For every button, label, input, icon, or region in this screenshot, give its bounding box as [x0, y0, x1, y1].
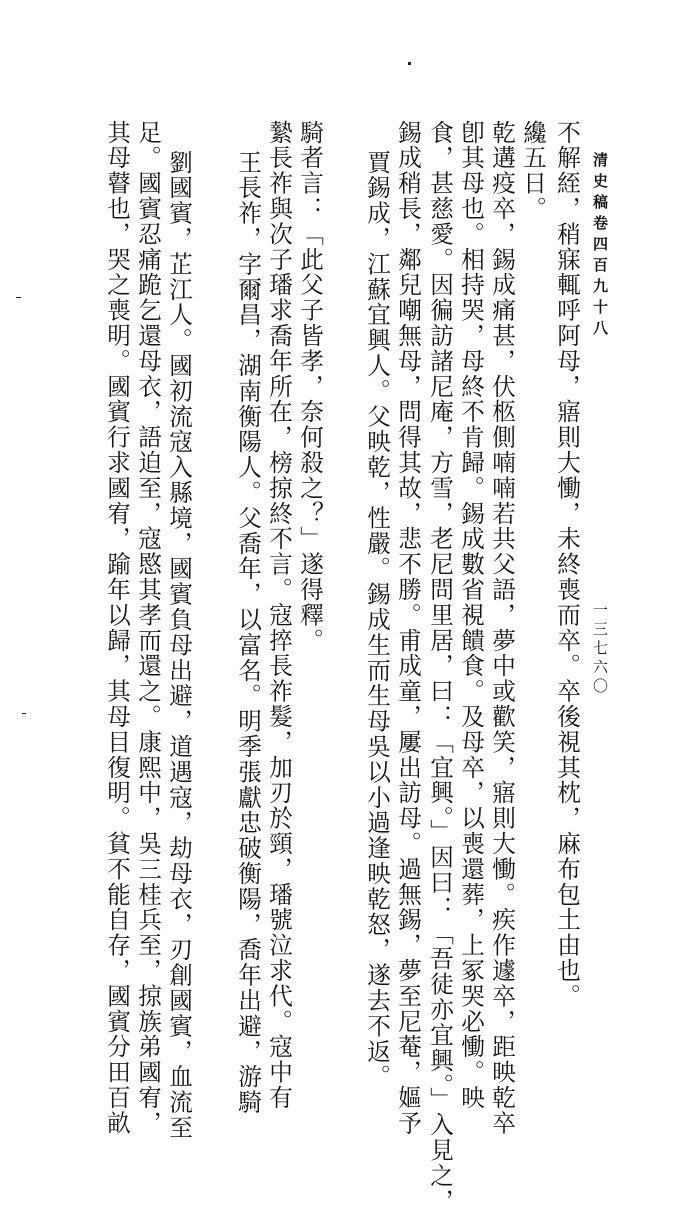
- text-column-3: 乾遘疫卒，錫成痛甚，伏柩側喃喃若共父語，夢中或歡笑，寤則大慟。疾作遽卒，距映乾卒: [488, 120, 516, 1136]
- text-column-11: 劉國賓，芷江人。國初流寇入縣境，國賓負母出避，道遇寇，劫母衣，刃創國賓，血流至: [165, 150, 193, 1141]
- text-column-10: 王長祚，字爾昌，湖南衡陽人。父喬年，以富名。明季張獻忠破衡陽，喬年出避，游騎: [234, 150, 262, 1116]
- text-column-4: 卽其母也。相持哭，母終不肯歸。錫成數省視饋食。及母卒，以喪還葬，上冢哭必慟。映: [457, 120, 485, 1111]
- text-column-8: 騎者言：「此父子皆孝，奈何殺之？」遂得釋。: [296, 120, 324, 654]
- text-column-13: 其母瞽也，哭之喪明。國賓行求國宥，踰年以歸，其母目復明。貧不能自存，國賓分田百畝: [103, 120, 131, 1136]
- text-column-12: 足。國賓忍痛跪乞還母衣，語迫至，寇愍其孝而還之。康熙中，吳三桂兵至，掠族弟國宥，: [134, 120, 162, 1136]
- text-column-2: 纔五日。: [519, 120, 547, 222]
- running-title: 清史稿卷四百九十八: [591, 152, 609, 341]
- text-column-5: 食，甚慈愛。因徧訪諸尼庵，方雪，老尼問里居，曰：「宜興。」因曰：「吾徒亦宜興。」入見之，: [426, 120, 454, 1214]
- page-number: 一三七六〇: [591, 602, 609, 697]
- scan-speck: [16, 297, 21, 298]
- text-column-7: 賈錫成，江蘇宜興人。父映乾，性嚴。錫成生而生母吳以小過逢映乾怒，遂去不返。: [363, 150, 391, 1090]
- text-column-6: 錫成稍長，鄰兒嘲無母，問得其故，悲不勝。甫成童，屢出訪母。過無錫，夢至尼菴，嫗予: [394, 120, 422, 1136]
- text-column-9: 縶長祚與次子璠求喬年所在，榜掠終不言。寇捽長祚髮，加刃於頸，璠號泣求代。寇中有: [265, 120, 293, 1111]
- text-column-1: 不解絰，稍寐輒呼阿母，寤則大慟，未終喪而卒。卒後視其枕，麻布包土由也。: [553, 120, 581, 1009]
- scan-speck: [408, 62, 411, 65]
- scan-speck: [22, 713, 26, 714]
